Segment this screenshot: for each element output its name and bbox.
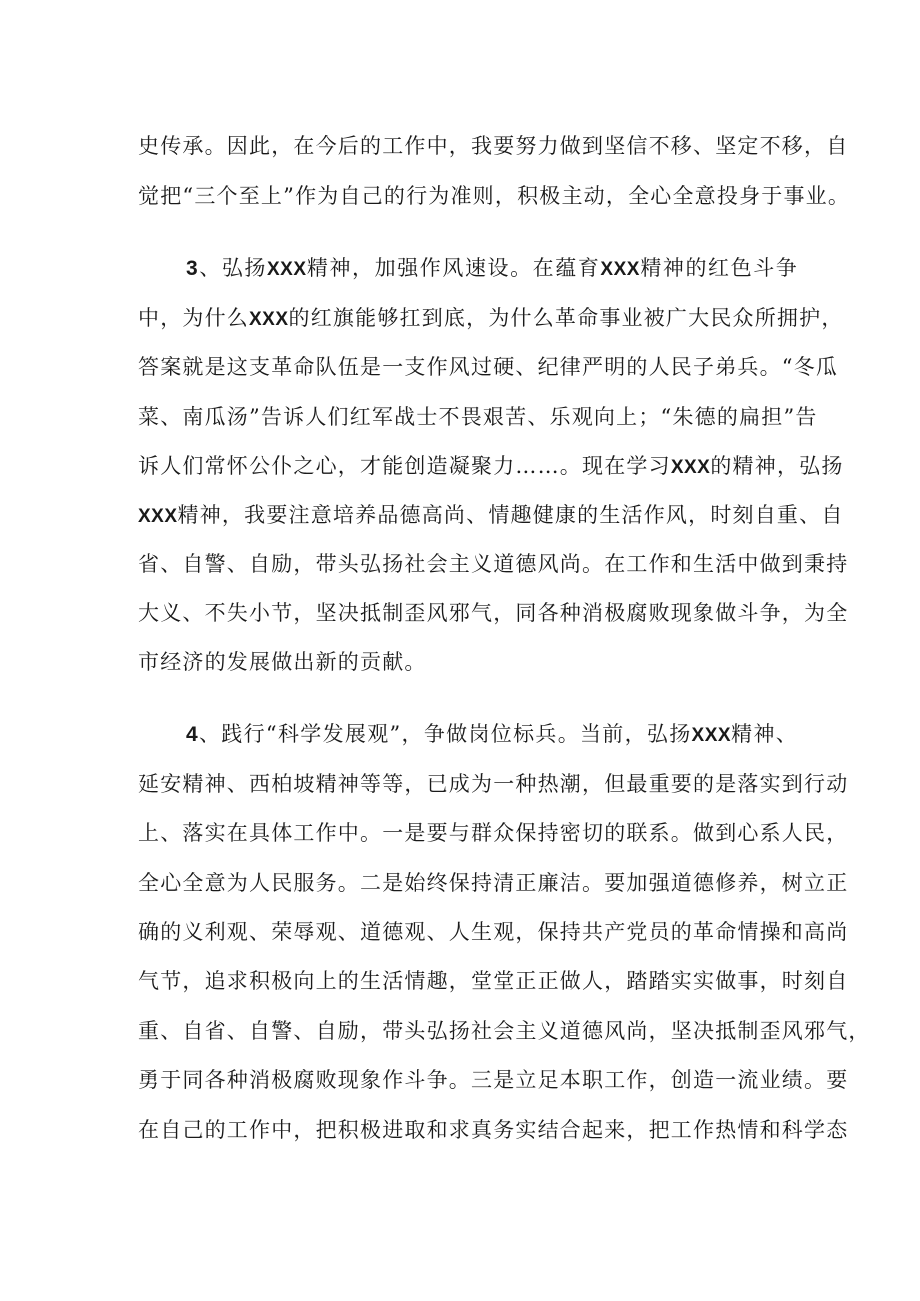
- paragraph-line: [138, 495, 844, 535]
- paragraph-line: 菜、南瓜汤”告诉人们红军战士不畏艰苦、乐观向上；“朱德的扁担”告: [138, 405, 818, 429]
- text-span: 精神的红色斗争: [639, 256, 798, 280]
- paragraph-line: 延安精神、西柏坡精神等等，已成为一种热潮，但最重要的是落实到行动: [138, 772, 849, 796]
- text-span: 、弘扬: [198, 256, 267, 280]
- placeholder-xxx: XXX: [691, 725, 732, 746]
- paragraph-line: 气节，追求积极向上的生活情趣，堂堂正正做人，踏踏实实做事，时刻自: [138, 969, 849, 993]
- paragraph-line: 史传承。因此，在今后的工作中，我要努力做到坚信不移、坚定不移，自: [138, 134, 849, 158]
- paragraph-number: 4: [186, 723, 199, 746]
- text-span: 的红旗能够扛到底，为什么革命事业被广大民众所拥护，: [288, 306, 844, 330]
- paragraph-line: 觉把“三个至上”作为自己的行为准则，积极主动，全心全意投身于事业。: [138, 184, 851, 208]
- paragraph-line: 省、自警、自励，带头弘扬社会主义道德风尚。在工作和生活中做到秉持: [138, 552, 849, 576]
- text-span: 的精神，弘扬: [710, 454, 844, 478]
- paragraph-line: 重、自省、自警、自励，带头弘扬社会主义道德风尚，坚决抵制歪风邪气，: [138, 1019, 871, 1043]
- text-span: 精神，加强作风速设。在蕴育: [306, 256, 601, 280]
- paragraph-line: 答案就是这支革命队伍是一支作风过硬、纪律严明的人民子弟兵。“冬瓜: [138, 355, 839, 379]
- paragraph-line: 在自己的工作中，把积极进取和求真务实结合起来，把工作热情和科学态: [138, 1118, 849, 1142]
- placeholder-xxx: XXX: [600, 259, 640, 280]
- paragraph-line: 全心全意为人民服务。二是始终保持清正廉洁。要加强道德修养，树立正: [138, 871, 849, 895]
- paragraph-3-heading-line: [186, 248, 798, 288]
- text-span: 中，为什么: [138, 306, 249, 330]
- paragraph-line: 勇于同各种消极腐败现象作斗争。三是立足本职工作，创造一流业绩。要: [138, 1068, 849, 1092]
- paragraph-4-heading-line: [186, 714, 798, 754]
- paragraph-line: 确的义利观、荣辱观、道德观、人生观，保持共产党员的革命情操和高尚: [138, 920, 849, 944]
- paragraph-line: 大义、不失小节，坚决抵制歪风邪气，同各种消极腐败现象做斗争，为全: [138, 601, 849, 625]
- paragraph-line: [138, 298, 844, 338]
- placeholder-xxx: XXX: [267, 259, 307, 280]
- text-span: 诉人们常怀公仆之心，才能创造凝聚力……。现在学习: [138, 454, 671, 478]
- text-span: 精神、: [731, 722, 798, 746]
- paragraph-number: 3: [186, 257, 199, 280]
- placeholder-xxx: XXX: [670, 457, 711, 478]
- text-span: 、践行“科学发展观”，争做岗位标兵。当前，弘扬: [198, 722, 692, 746]
- paragraph-line: [138, 446, 844, 486]
- paragraph-line: 上、落实在具体工作中。一是要与群众保持密切的联系。做到心系人民，: [138, 821, 849, 845]
- placeholder-xxx: XXX: [249, 309, 289, 330]
- paragraph-line: 市经济的发展做出新的贡献。: [138, 650, 427, 674]
- text-span: 精神，我要注意培养品德高尚、情趣健康的生活作风，时刻自重、自: [177, 503, 844, 527]
- placeholder-xxx: XXX: [138, 506, 178, 527]
